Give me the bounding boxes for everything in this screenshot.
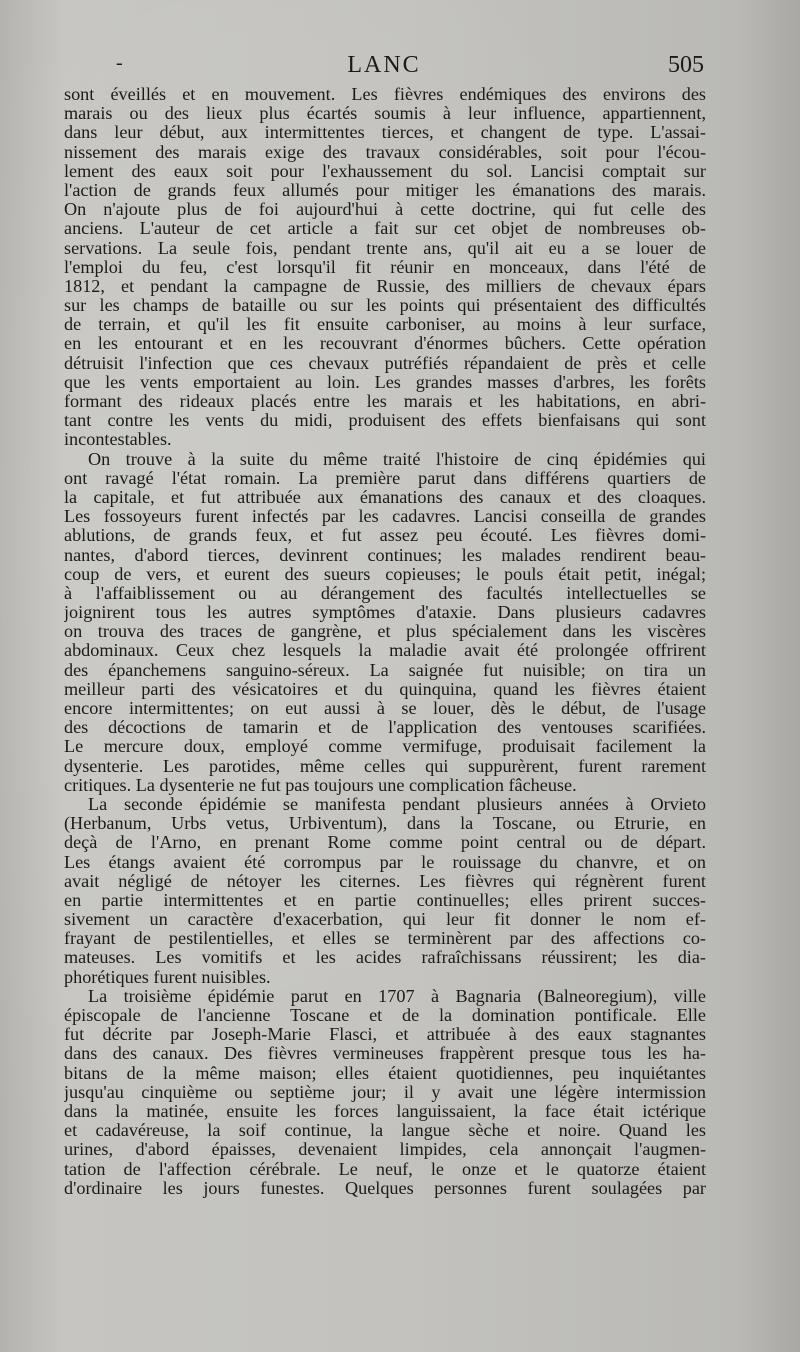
text-line: dans leur début, aux intermittentes tierces, et changent de type. L'assai- — [64, 123, 706, 143]
text-line: détruisit l'infection que ces chevaux putréfiés répandaient de près et celle — [64, 353, 706, 373]
text-line: fut décrite par Joseph-Marie Flasci, et attribuée à des eaux stagnantes — [64, 1025, 706, 1045]
text-line: dans des canaux. Des fièvres vermineuses frappèrent presque tous les ha- — [64, 1044, 706, 1064]
text-line: on trouva des traces de gangrène, et plus spécialement dans les viscères — [64, 622, 706, 642]
text-line: tation de l'affection cérébrale. Le neuf, le onze et le quatorze étaient — [64, 1159, 706, 1179]
text-line: encore intermittentes; on eut aussi à se louer, dès le début, de l'usage — [64, 699, 706, 718]
page-header — [64, 52, 704, 82]
header-dash: - — [116, 52, 123, 74]
page-number: 505 — [668, 52, 704, 78]
text-line: On trouve à la suite du même traité l'histoire de cinq épidémies qui — [88, 449, 706, 469]
text-line: nissement des marais exige des travaux considérables, soit pour l'écou- — [64, 142, 706, 162]
text-line: des épanchemens sanguino-séreux. La saignée fut nuisible; on tira un — [64, 660, 706, 680]
text-line: dysenterie. Les parotides, même celles qui suppurèrent, furent rarement — [64, 756, 706, 776]
text-line: critiques. La dysenterie ne fut pas toujours une complication fâcheuse. — [64, 775, 577, 795]
text-line: On n'ajoute plus de foi aujourd'hui à cette doctrine, qui fut celle des — [64, 200, 706, 220]
text-line: La seconde épidémie se manifesta pendant plusieurs années à Orvieto — [88, 794, 706, 814]
text-line: ablutions, de grands feux, et fut assez peu écouté. Les fièvres domi- — [64, 526, 706, 546]
text-line: frayant de pestilentielles, et elles se terminèrent par des affections co- — [64, 929, 706, 949]
text-line: à l'affaiblissement ou au dérangement des facultés intellectuelles se — [64, 583, 706, 603]
text-line: bitans de la même maison; elles étaient quotidiennes, peu inquiétantes — [64, 1063, 706, 1083]
text-line: et cadavéreuse, la soif continue, la langue sèche et noire. Quand les — [64, 1121, 706, 1141]
text-line: nantes, d'abord tierces, devinrent continues; les malades rendirent beau- — [64, 545, 706, 565]
text-line: La troisième épidémie parut en 1707 à Bagnaria (Balneoregium), ville — [88, 986, 706, 1006]
text-line: sivement un caractère d'exacerbation, qui leur fit donner le nom ef- — [64, 910, 706, 930]
text-line: coup de vers, et eurent des sueurs copieuses; le pouls était petit, inégal; — [64, 564, 706, 584]
text-line: l'action de grands feux allumés pour mitiger les émanations des marais. — [64, 180, 706, 200]
text-line: lement des eaux soit pour l'exhaussement du sol. Lancisi comptait sur — [64, 161, 706, 181]
text-line: (Herbanum, Urbs vetus, Urbiventum), dans la Toscane, ou Etrurie, en — [64, 814, 706, 834]
text-line: de terrain, et qu'il les fit ensuite carboniser, au moins à leur surface, — [64, 315, 706, 335]
text-line: servations. La seule fois, pendant trente ans, qu'il ait eu a se louer de — [64, 238, 706, 258]
text-line: meilleur parti des vésicatoires et du quinquina, quand les fièvres étaient — [64, 679, 706, 699]
text-line: sont éveillés et en mouvement. Les fièvres endémiques des environs des — [64, 85, 706, 104]
text-line: joignirent tous les autres symptômes d'ataxie. Dans plusieurs cadavres — [64, 603, 706, 623]
text-line: d'ordinaire les jours funestes. Quelques personnes furent soulagées par — [64, 1178, 706, 1198]
text-line: formant des rideaux placés entre les marais et les habitations, en abri- — [64, 392, 706, 411]
text-line: abdominaux. Ceux chez lesquels la maladie avait été prolongée offrirent — [64, 641, 706, 661]
text-line: phorétiques furent nuisibles. — [64, 967, 271, 987]
text-line: jusqu'au cinquième ou septième jour; il y avait une légère intermission — [64, 1082, 706, 1102]
text-line: Les fossoyeurs furent infectés par les cadavres. Lancisi conseilla de grandes — [64, 507, 706, 527]
text-line: avait négligé de nétoyer les citernes. Les fièvres qui régnèrent furent — [64, 871, 706, 891]
text-line: ont ravagé l'état romain. La première parut dans différens quartiers de — [64, 468, 706, 488]
running-head: LANC — [347, 52, 421, 78]
text-line: la capitale, et fut attribuée aux émanations des canaux et des cloaques. — [64, 487, 706, 507]
text-line: 1812, et pendant la campagne de Russie, des milliers de chevaux épars — [64, 276, 706, 296]
text-line: l'emploi du feu, c'est lorsqu'il fit réunir en monceaux, dans l'été de — [64, 257, 706, 277]
text-line: que les vents emportaient au loin. Les grandes masses d'arbres, les forêts — [64, 372, 706, 392]
text-line: marais ou des lieux plus écartés soumis à leur influence, appartiennent, — [64, 104, 706, 124]
text-line: en les entourant et en les recouvrant d'énormes bûchers. Cette opération — [64, 334, 706, 354]
text-line: tant contre les vents du midi, produisent des effets bienfaisans qui sont — [64, 411, 706, 431]
text-line: des décoctions de tamarin et de l'application des ventouses scarifiées. — [64, 718, 706, 738]
text-line: en partie intermittentes et en partie continuelles; elles prirent succes- — [64, 890, 706, 910]
text-line: dans la matinée, ensuite les forces languissaient, la face était ictérique — [64, 1101, 706, 1121]
text-line: mateuses. Les vomitifs et les acides rafraîchissans réussirent; les dia- — [64, 948, 706, 968]
text-line: deçà de l'Arno, en prenant Rome comme point central ou de départ. — [64, 833, 706, 853]
text-line: Le mercure doux, employé comme vermifuge, produisait facilement la — [64, 737, 706, 757]
text-line: anciens. L'auteur de cet article a fait sur cet objet de nombreuses ob- — [64, 219, 706, 239]
text-line: incontestables. — [64, 430, 172, 450]
text-line: sur les champs de bataille ou sur les points qui présentaient des difficultés — [64, 296, 706, 316]
text-line: épiscopale de l'ancienne Toscane et de la domination pontificale. Elle — [64, 1006, 706, 1025]
text-line: urines, d'abord épaisses, devenaient limpides, cela annonçait l'augmen- — [64, 1140, 706, 1160]
text-line: Les étangs avaient été corrompus par le rouissage du chanvre, et on — [64, 852, 706, 872]
body-text — [64, 85, 706, 1198]
